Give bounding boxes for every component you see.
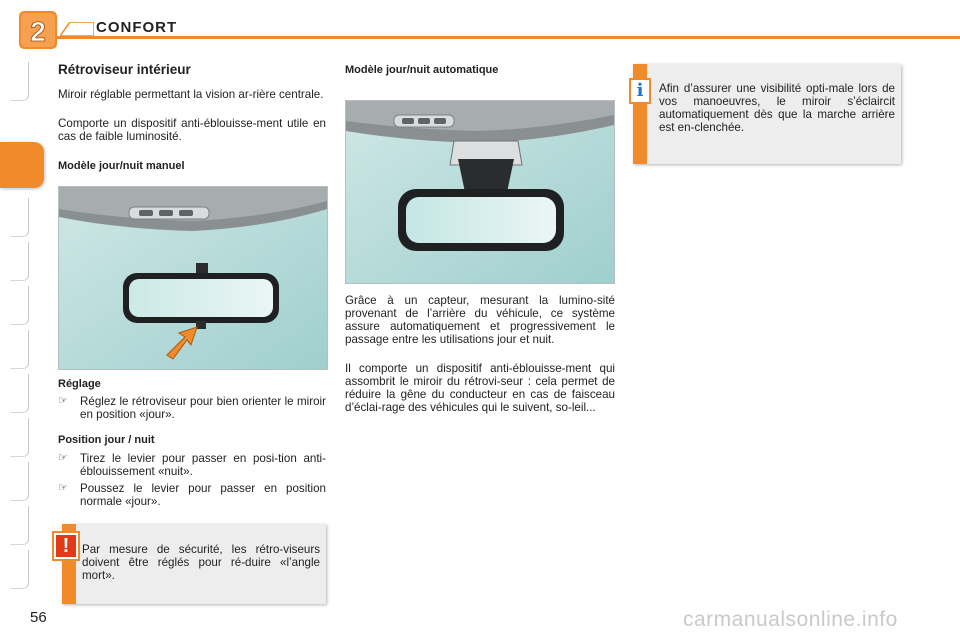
intro-paragraph-1: Miroir réglable permettant la vision ar-rière centrale. (58, 88, 324, 101)
chapter-tab[interactable] (10, 330, 29, 369)
info-icon: i (629, 78, 651, 104)
auto-mirror-illustration (345, 100, 615, 284)
bullet-marker: ☞ (58, 452, 68, 464)
chapter-tabs (0, 62, 30, 582)
chapter-tab[interactable] (10, 418, 29, 457)
header-tab-shape (60, 22, 94, 36)
auto-model-heading: Modèle jour/nuit automatique (345, 64, 499, 76)
bullet-text: Tirez le levier pour passer en posi-tion anti-éblouissement «nuit». (80, 452, 326, 478)
manual-model-heading: Modèle jour/nuit manuel (58, 160, 185, 172)
header-rule (20, 36, 960, 39)
bullet-marker: ☞ (58, 482, 68, 494)
bullet-marker: ☞ (58, 395, 68, 407)
warning-icon: ! (54, 533, 78, 559)
watermark: carmanualsonline.info (683, 608, 898, 631)
chapter-tab[interactable] (10, 242, 29, 281)
day-night-bullet (58, 482, 326, 508)
chapter-tab-active[interactable] (0, 142, 44, 188)
warning-note-text: Par mesure de sécurité, les rétro-viseurs doivent être réglés pour ré-duire «l’angle mort». (82, 543, 320, 582)
section-title: Rétroviseur intérieur (58, 62, 191, 77)
chapter-badge (18, 10, 58, 50)
chapter-tab[interactable] (10, 506, 29, 545)
info-note-text: Afin d’assurer une visibilité opti-male lors de vos manoeuvres, le miroir s’éclaircit automatiquement dès que la marche arrière est en-clenchée. (659, 82, 895, 134)
adjustment-heading: Réglage (58, 378, 101, 390)
chapter-tab[interactable] (10, 374, 29, 413)
intro-paragraph-2: Comporte un dispositif anti-éblouisse-ment utile en cas de faible luminosité. (58, 117, 326, 143)
auto-paragraph-2: Il comporte un dispositif anti-éblouisse-ment qui assombrit le miroir du rétrovi-seur : cela permet de réduire la gêne du conducteur en cas de faisceau d’éclai-rage des véhicules qui le suivent, so-leil... (345, 362, 615, 414)
day-night-bullet (58, 452, 326, 478)
page-number: 56 (30, 609, 47, 626)
chapter-tab[interactable] (10, 198, 29, 237)
chapter-tab[interactable] (10, 462, 29, 501)
manual-mirror-illustration (58, 186, 328, 370)
warning-note (62, 524, 326, 604)
chapter-tab[interactable] (10, 62, 29, 101)
chapter-tab[interactable] (10, 550, 29, 589)
chapter-number: 2 (30, 16, 46, 47)
chapter-tab[interactable] (10, 286, 29, 325)
info-note (633, 64, 901, 164)
bullet-text: Poussez le levier pour passer en position normale «jour». (80, 482, 326, 508)
auto-paragraph-1: Grâce à un capteur, mesurant la lumino-sité provenant de l’arrière du véhicule, ce système assure automatiquement et progressivement le passage entre les utilisations jour et nuit. (345, 294, 615, 346)
adjustment-bullet (58, 395, 326, 421)
chapter-title: CONFORT (96, 19, 178, 36)
bullet-text: Réglez le rétroviseur pour bien orienter le miroir en position «jour». (80, 395, 326, 421)
day-night-heading: Position jour / nuit (58, 434, 155, 446)
